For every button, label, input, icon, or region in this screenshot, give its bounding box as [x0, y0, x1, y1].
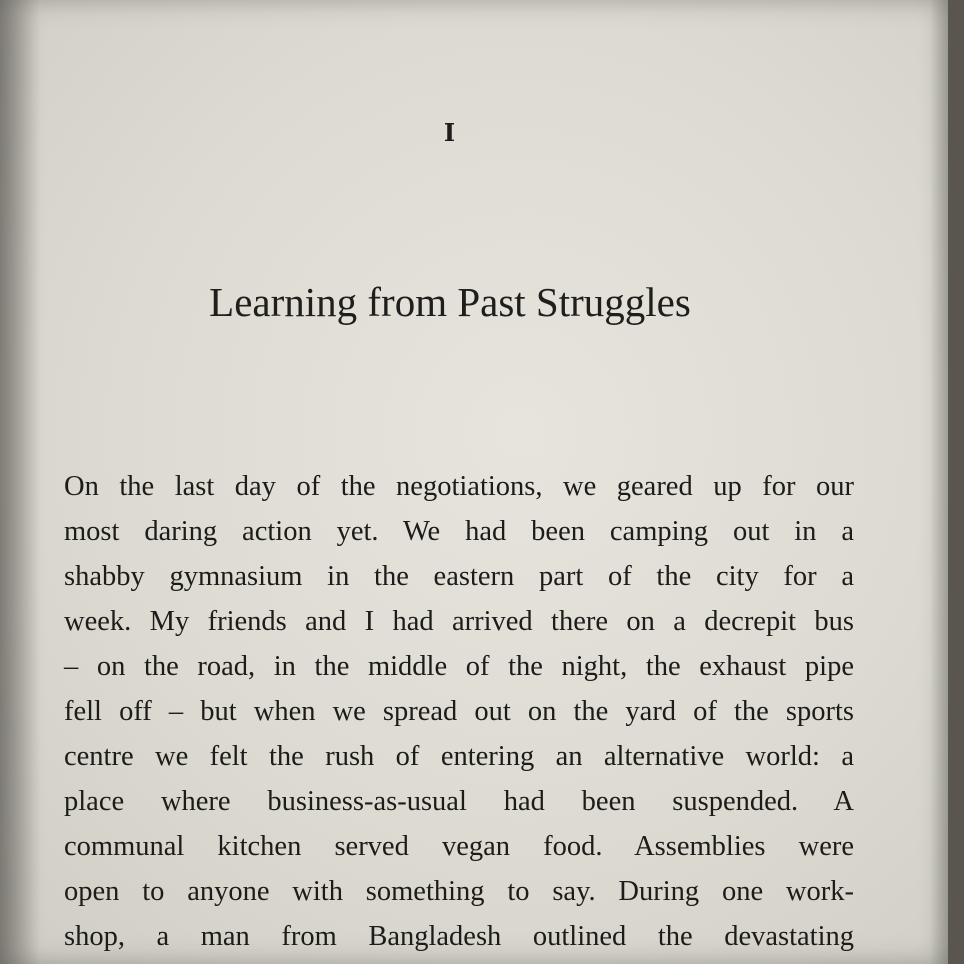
body-line: most daring action yet. We had been camping out in a [64, 516, 854, 547]
body-line: shop, a man from Bangladesh outlined the devastating [64, 921, 854, 952]
body-line: – on the road, in the middle of the night, the exhaust pipe [64, 651, 854, 682]
body-line: shabby gymnasium in the eastern part of the city for a [64, 561, 854, 592]
body-line: centre we felt the rush of entering an alternative world: a [64, 741, 854, 772]
body-paragraph [64, 464, 854, 959]
body-line: place where business-as-usual had been suspended. A [64, 786, 854, 817]
body-line: communal kitchen served vegan food. Assemblies were [64, 831, 854, 862]
body-line: fell off – but when we spread out on the yard of the sports [64, 696, 854, 727]
body-line: week. My friends and I had arrived there on a decrepit bus [64, 606, 854, 637]
chapter-number: I [443, 118, 457, 147]
chapter-title: Learning from Past Struggles [209, 279, 691, 325]
body-line: On the last day of the negotiations, we geared up for our [64, 471, 854, 502]
body-line: open to anyone with something to say. During one work- [64, 876, 854, 907]
page-edge-shadow [930, 0, 948, 964]
